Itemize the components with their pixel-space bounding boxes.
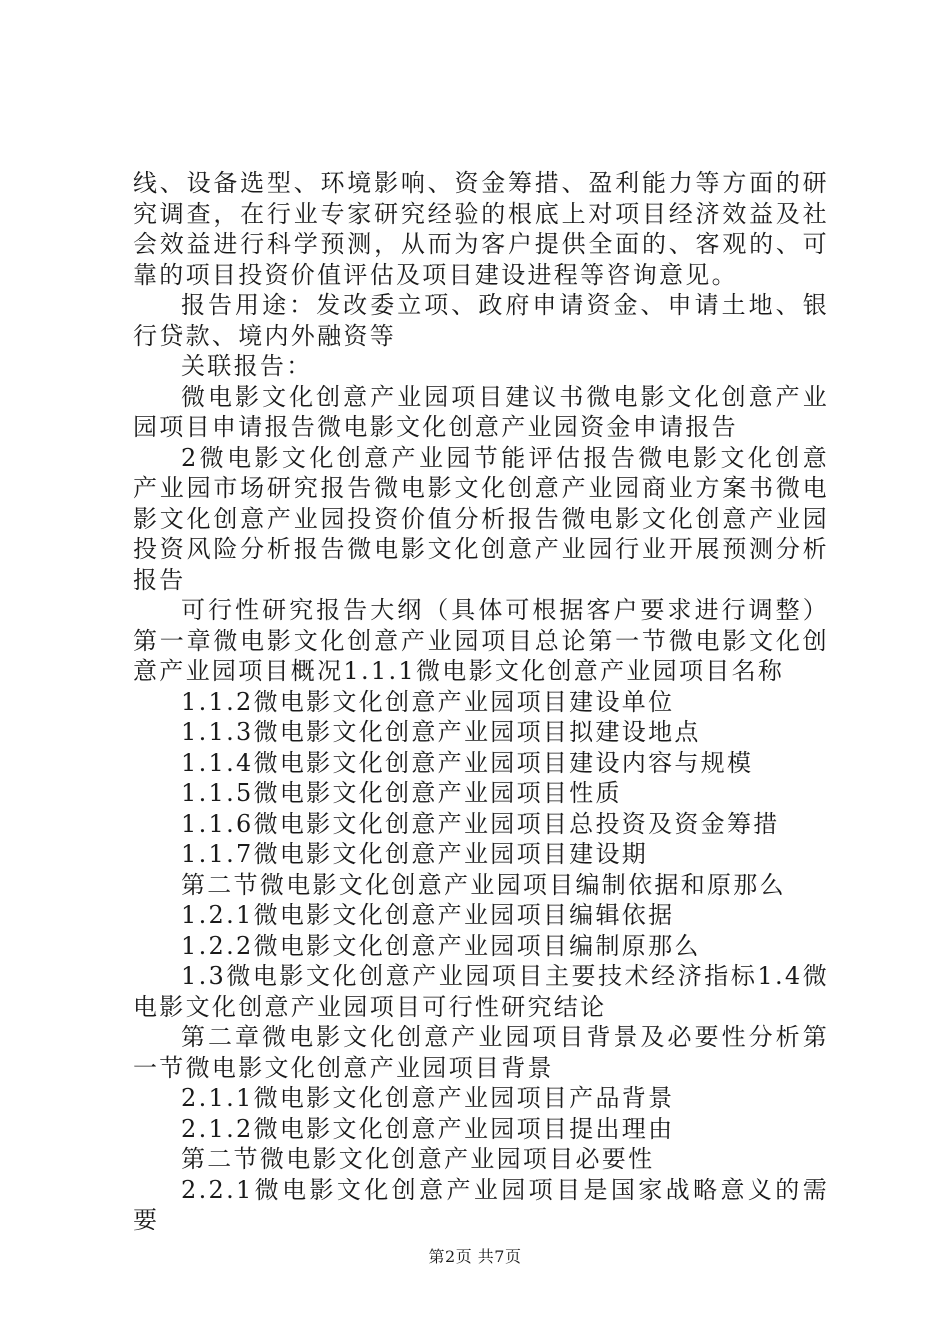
- paragraph: 第二节微电影文化创意产业园项目编制依据和原那么: [181, 870, 786, 899]
- paragraph: 1.1.2微电影文化创意产业园项目建设单位: [181, 687, 675, 716]
- paragraph: 1.2.1微电影文化创意产业园项目编辑依据: [181, 901, 675, 929]
- paragraph: 1.1.6微电影文化创意产业园项目总投资及资金筹措: [181, 809, 780, 838]
- paragraph: 1.3微电影文化创意产业园项目主要技术经济指标1.4微电影文化创意产业园项目可行性研究结论: [133, 962, 829, 1021]
- paragraph: 第二节微电影文化创意产业园项目必要性: [181, 1145, 655, 1173]
- body-text: [133, 168, 829, 1236]
- paragraph: 可行性研究报告大纲（具体可根据客户要求进行调整）第一章微电影文化创意产业园项目总论第一节微电影文化创意产业园项目概况1.1.1微电影文化创意产业园项目名称: [133, 596, 829, 685]
- paragraph: 1.1.7微电影文化创意产业园项目建设期: [181, 840, 649, 868]
- paragraph: 2.1.2微电影文化创意产业园项目提出理由: [181, 1114, 675, 1143]
- paragraph: 1.1.3微电影文化创意产业园项目拟建设地点: [181, 718, 701, 746]
- paragraph: 1.1.5微电影文化创意产业园项目性质: [181, 779, 622, 807]
- paragraph: 微电影文化创意产业园项目建议书微电影文化创意产业园项目申请报告微电影文化创意产业园资金申请报告: [133, 382, 829, 441]
- paragraph: 报告用途：发改委立项、政府申请资金、申请土地、银行贷款、境内外融资等: [133, 291, 829, 350]
- paragraph: 2微电影文化创意产业园节能评估报告微电影文化创意产业园市场研究报告微电影文化创意产业园商业方案书微电影文化创意产业园投资价值分析报告微电影文化创意产业园投资风险分析报告微电影文化创意产业园行业开展预测分析报告: [133, 443, 829, 594]
- page-footer: 第2页 共7页: [428, 1247, 522, 1266]
- paragraph: 2.2.1微电影文化创意产业园项目是国家战略意义的需要: [133, 1175, 829, 1234]
- paragraph: 关联报告：: [181, 352, 313, 380]
- paragraph: 线、设备选型、环境影响、资金筹措、盈利能力等方面的研究调查，在行业专家研究经验的根底上对项目经济效益及社会效益进行科学预测，从而为客户提供全面的、客观的、可靠的项目投资价值评估及项目建设进程等咨询意见。: [133, 169, 829, 289]
- paragraph: 第二章微电影文化创意产业园项目背景及必要性分析第一节微电影文化创意产业园项目背景: [133, 1023, 829, 1082]
- paragraph: 1.1.4微电影文化创意产业园项目建设内容与规模: [181, 748, 754, 777]
- paragraph: 2.1.1微电影文化创意产业园项目产品背景: [181, 1084, 675, 1112]
- paragraph: 1.2.2微电影文化创意产业园项目编制原那么: [181, 931, 701, 960]
